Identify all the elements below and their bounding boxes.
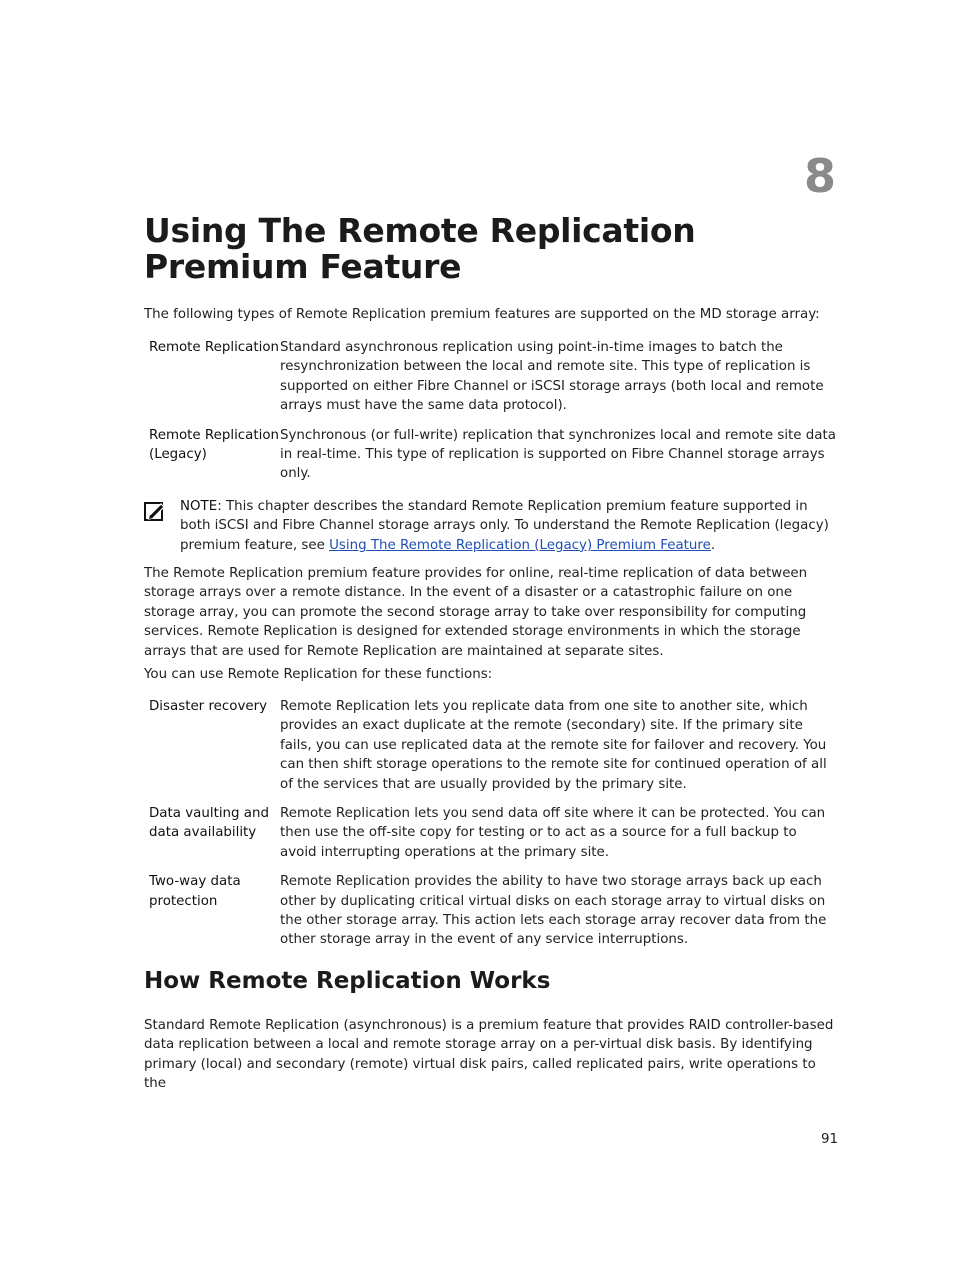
definition-term: Two-way data protection [149,874,241,909]
functions-intro-paragraph: You can use Remote Replication for these functions: [144,667,493,682]
chapter-number: 8 [803,149,836,203]
replication-types-list [144,338,836,494]
definition-row [144,697,836,794]
note-trailing: . [710,537,716,553]
intro-paragraph: The following types of Remote Replication premium features are supported on the MD storage array: [144,307,820,322]
definition-text: Remote Replication lets you send data off site where it can be protected. You can then use the off-site copy for testing or to act as a source for a full backup to avoid interrupting operations at the primary site. [280,806,826,860]
definition-row [144,338,836,416]
note-text [180,497,836,555]
legacy-feature-link[interactable]: Using The Remote Replication (Legacy) Premium Feature [329,537,711,553]
definition-text: Standard asynchronous replication using point-in-time images to batch the resynchronization between the local and remote site. This type of replication is supported on either Fibre Channel or iSCSI storage arrays (both local and remote arrays must have the same data protocol). [280,340,824,414]
definition-term: Disaster recovery [149,699,268,714]
note-label: NOTE: [180,499,222,514]
chapter-title: Using The Remote Replication Premium Feature [144,211,696,286]
definition-row [144,872,836,950]
pencil-note-icon [144,497,180,555]
note-block [144,497,836,555]
definition-text: Synchronous (or full-write) replication that synchronizes local and remote site data in real-time. This type of replication is supported on Fibre Channel storage arrays only. [280,427,836,482]
definition-text: Remote Replication provides the ability to have two storage arrays back up each other by duplicating critical virtual disks on each storage array to virtual disks on the other storage array. This action lets each storage array recover data from the other storage array in the event of any service interruptions. [280,874,827,948]
note-body: This chapter describes the standard Remote Replication premium feature supported in both iSCSI and Fibre Channel storage arrays only. To understand the Remote Replication (legacy) premium feature, see [180,499,829,553]
definition-term: Data vaulting and data availability [149,806,269,841]
functions-list [144,697,836,960]
definition-row [144,804,836,862]
definition-row [144,426,836,484]
definition-text: Remote Replication lets you replicate data from one site to another site, which provides an exact duplicate at the remote (secondary) site. If the primary site fails, you can use replicated data at the remote site for failover and recovery. You can then shift storage operations to the remote site for continued operation of all of the services that are usually provided by the primary site. [280,699,827,792]
definition-term: Remote Replication [149,340,280,355]
overview-paragraph: The Remote Replication premium feature provides for online, real-time replication of data between storage arrays over a remote distance. In the event of a disaster or a catastrophic failure on one storage array, you can promote the second storage array to take over responsibility for computing services. Remote Replication is designed for extended storage environments in which the storage arrays that are used for Remote Replication are maintained at separate sites. [144,566,808,659]
page-number: 91 [820,1132,838,1147]
section-title: How Remote Replication Works [144,968,551,994]
section-paragraph: Standard Remote Replication (asynchronous) is a premium feature that provides RAID controller-based data replication between a local and remote storage array on a per-virtual disk basis. By identifying primary (local) and secondary (remote) virtual disk pairs, called replicated pairs, write operations to the [144,1018,834,1092]
definition-term: Remote Replication (Legacy) [149,427,280,463]
